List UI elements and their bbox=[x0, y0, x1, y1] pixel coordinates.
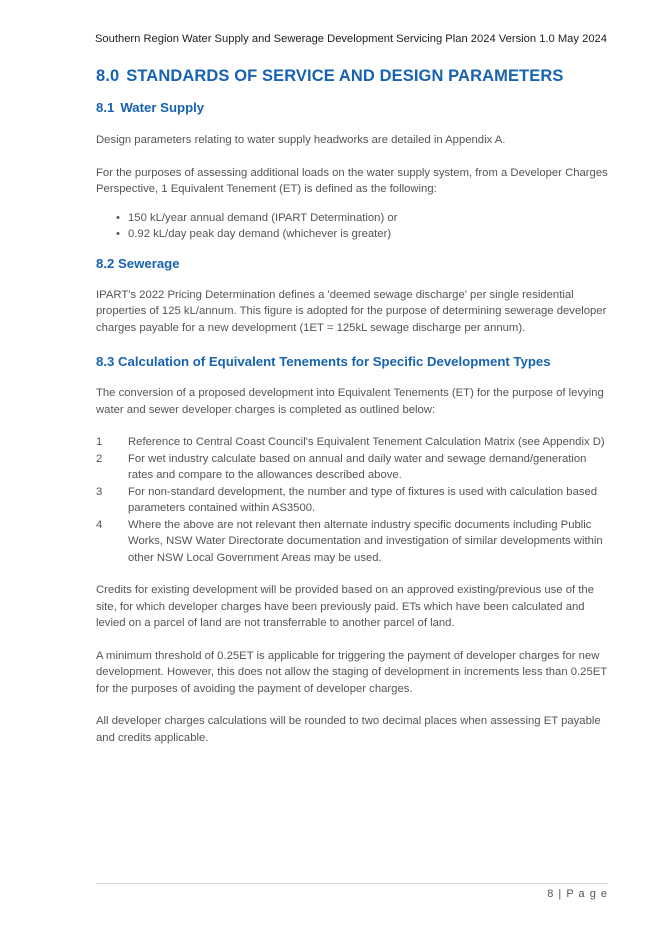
credits-para: Credits for existing development will be provided based on an approved existing/previous use of the site, for which developer charges have been previously paid. ETs which have been calculated and levied on a parcel of land are not transferrable to another parcel of land. bbox=[96, 584, 594, 629]
page-number: 8 | P a g e bbox=[547, 888, 608, 900]
item-number: 3 bbox=[96, 485, 103, 498]
water-supply-title: Water Supply bbox=[120, 100, 205, 115]
rounding-para: All developer charges calculations will be rounded to two decimal places when assessing ET payable and credits applicable. bbox=[96, 715, 601, 744]
item-number: 2 bbox=[96, 452, 103, 465]
water-supply-para-2: For the purposes of assessing additional loads on the water supply system, from a Developer Charges Perspective, 1 Equivalent Tenement (ET) is defined as the following: bbox=[96, 166, 608, 195]
item-number: 1 bbox=[96, 436, 103, 448]
sewerage-heading: 8.2 Sewerage bbox=[96, 255, 180, 271]
list-item bbox=[96, 484, 608, 517]
item-text: Reference to Central Coast Council's Equivalent Tenement Calculation Matrix (see Appendix D) bbox=[128, 436, 605, 448]
item-text: For non-standard development, the number and type of fixtures is used with calculation based parameters contained within AS3500. bbox=[128, 485, 598, 514]
footer-divider bbox=[96, 883, 608, 884]
bullet-icon: • bbox=[116, 211, 120, 224]
sewerage-para-1: IPART's 2022 Pricing Determination defines a 'deemed sewage discharge' per single residential properties of 125 kL/annum. This figure is adopted for the purpose of determining sewerage developer charges payable for a new development (1ET = 125kL sewage discharge per annum). bbox=[96, 288, 607, 334]
section-title: STANDARDS OF SERVICE AND DESIGN PARAMETERS bbox=[126, 67, 564, 85]
section-number: 8.0 bbox=[96, 67, 120, 85]
bullet-icon: • bbox=[116, 228, 120, 240]
list-item bbox=[96, 434, 608, 451]
list-item bbox=[96, 517, 608, 567]
calculation-steps bbox=[96, 434, 608, 566]
threshold-para: A minimum threshold of 0.25ET is applicable for triggering the payment of developer charges for new development. However, this does not allow the staging of development in increments less than 0.25ET for the purposes of avoiding the payment of developer charges. bbox=[96, 649, 607, 695]
water-supply-para-1: Design parameters relating to water supply headworks are detailed in Appendix A. bbox=[96, 134, 506, 146]
water-supply-bullets bbox=[96, 210, 608, 243]
page-content bbox=[96, 64, 608, 746]
bullet-text: 0.92 kL/day peak day demand (whichever is greater) bbox=[128, 228, 392, 240]
running-header: Southern Region Water Supply and Sewerage Development Servicing Plan 2024 Version 1.0 May 2024 bbox=[94, 33, 607, 45]
item-text: For wet industry calculate based on annual and daily water and sewage demand/generation rates and compare to the allowances described above. bbox=[128, 452, 587, 481]
bullet-text: 150 kL/year annual demand (IPART Determination) or bbox=[128, 211, 398, 224]
water-supply-heading bbox=[96, 99, 608, 117]
section-heading bbox=[96, 65, 608, 87]
calculation-heading: 8.3 Calculation of Equivalent Tenements for Specific Development Types bbox=[96, 354, 551, 369]
list-item bbox=[96, 210, 608, 227]
water-supply-number: 8.1 bbox=[96, 100, 115, 115]
item-number: 4 bbox=[96, 518, 103, 531]
list-item bbox=[96, 226, 608, 243]
calculation-intro: The conversion of a proposed development into Equivalent Tenements (ET) for the purpose of levying water and sewer developer charges is completed as outlined below: bbox=[96, 387, 604, 416]
list-item bbox=[96, 451, 608, 484]
item-text: Where the above are not relevant then alternate industry specific documents including Public Works, NSW Water Directorate documentation and investigation of similar developments within other NSW Local Government Areas may be used. bbox=[128, 518, 603, 564]
